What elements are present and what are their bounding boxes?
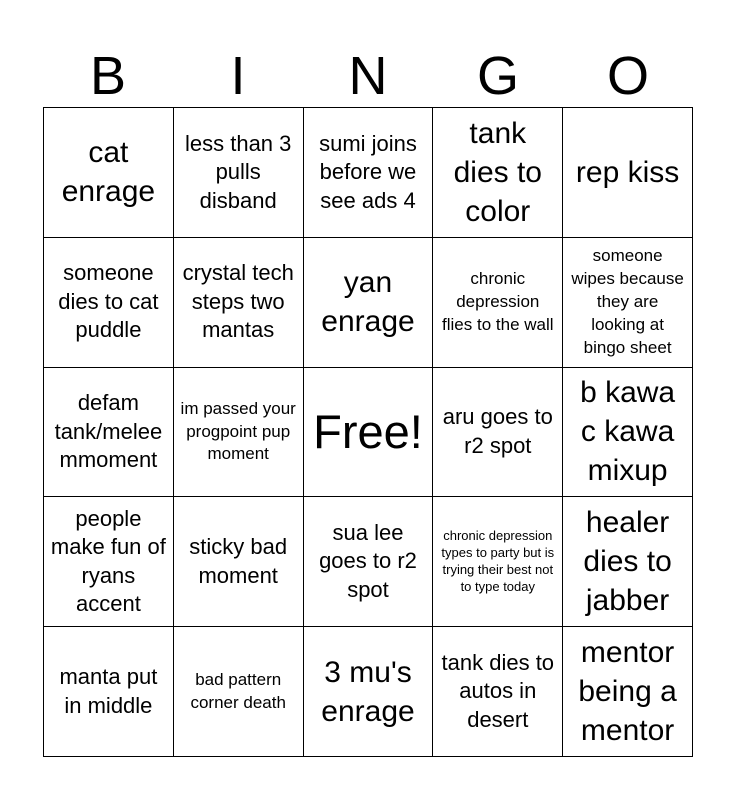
bingo-cell-r3c4[interactable]	[433, 368, 563, 498]
bingo-cell-text: sticky bad moment	[189, 534, 288, 588]
header-letter-o: O	[606, 46, 649, 106]
header-letter-n: N	[348, 46, 388, 106]
bingo-cell-r1c3[interactable]	[304, 108, 434, 238]
bingo-cell-r3c1[interactable]	[44, 368, 174, 498]
bingo-cell-r1c1[interactable]	[44, 108, 174, 238]
header-letter-b: B	[89, 46, 127, 106]
bingo-cell-r5c3[interactable]	[304, 627, 434, 757]
bingo-cell-r3c5[interactable]	[563, 368, 693, 498]
bingo-cell-text: tank dies to autos in desert	[441, 649, 555, 732]
header-letter-g: G	[476, 46, 519, 106]
bingo-cell-text: tank dies to color	[453, 116, 542, 228]
bingo-cell-text: defam tank/melee mmoment	[54, 390, 163, 473]
bingo-cell-r5c4[interactable]	[433, 627, 563, 757]
bingo-cell-text: people make fun of ryans accent	[50, 505, 166, 617]
bingo-board	[43, 107, 693, 757]
bingo-cell-r3c2[interactable]	[174, 368, 304, 498]
bingo-cell-r2c2[interactable]	[174, 238, 304, 368]
bingo-cell-text: aru goes to r2 spot	[442, 404, 553, 458]
bingo-cell-r4c3[interactable]	[304, 497, 434, 627]
bingo-cell-r2c4[interactable]	[433, 238, 563, 368]
bingo-cell-r4c5[interactable]	[563, 497, 693, 627]
bingo-cell-text: sua lee goes to r2 spot	[319, 519, 417, 603]
bingo-cell-r2c3[interactable]	[304, 238, 434, 368]
bingo-cell-r1c4[interactable]	[433, 108, 563, 238]
bingo-cell-r5c5[interactable]	[563, 627, 693, 757]
bingo-cell-r5c2[interactable]	[174, 627, 304, 757]
bingo-cell-text: mentor being a mentor	[578, 636, 677, 748]
bingo-cell-r4c2[interactable]	[174, 497, 304, 627]
bingo-free-space[interactable]	[304, 368, 434, 498]
bingo-cell-text: b kawa c kawa mixup	[580, 376, 676, 488]
bingo-cell-text: sumi joins before we see ads 4	[319, 130, 417, 213]
bingo-cell-text: rep kiss	[575, 155, 680, 189]
bingo-cell-text: chronic depression flies to the wall	[442, 268, 554, 334]
bingo-cell-r5c1[interactable]	[44, 627, 174, 757]
bingo-cell-r4c1[interactable]	[44, 497, 174, 627]
bingo-cell-r4c4[interactable]	[433, 497, 563, 627]
bingo-cell-r2c1[interactable]	[44, 238, 174, 368]
bingo-cell-text: manta put in middle	[59, 664, 158, 718]
bingo-cell-r2c5[interactable]	[563, 238, 693, 368]
bingo-cell-text: im passed your progpoint pup moment	[180, 398, 296, 464]
bingo-cell-text: cat enrage	[61, 136, 156, 209]
bingo-cell-text: Free!	[313, 405, 423, 459]
bingo-cell-text: healer dies to jabber	[583, 506, 672, 618]
bingo-cell-text: someone wipes because they are looking at bingo sheet	[571, 245, 684, 357]
bingo-cell-r1c5[interactable]	[563, 108, 693, 238]
header-letter-i: I	[230, 46, 246, 106]
bingo-cell-r1c2[interactable]	[174, 108, 304, 238]
bingo-header	[43, 44, 693, 108]
bingo-cell-text: chronic depression types to party but is trying their best not to type today	[441, 528, 555, 594]
bingo-cell-text: someone dies to cat puddle	[58, 260, 159, 343]
bingo-cell-text: yan enrage	[321, 266, 415, 339]
bingo-cell-text: crystal tech steps two mantas	[182, 260, 294, 343]
bingo-cell-text: 3 mu's enrage	[321, 655, 415, 728]
bingo-cell-text: less than 3 pulls disband	[184, 130, 292, 213]
bingo-cell-text: bad pattern corner death	[190, 669, 286, 712]
